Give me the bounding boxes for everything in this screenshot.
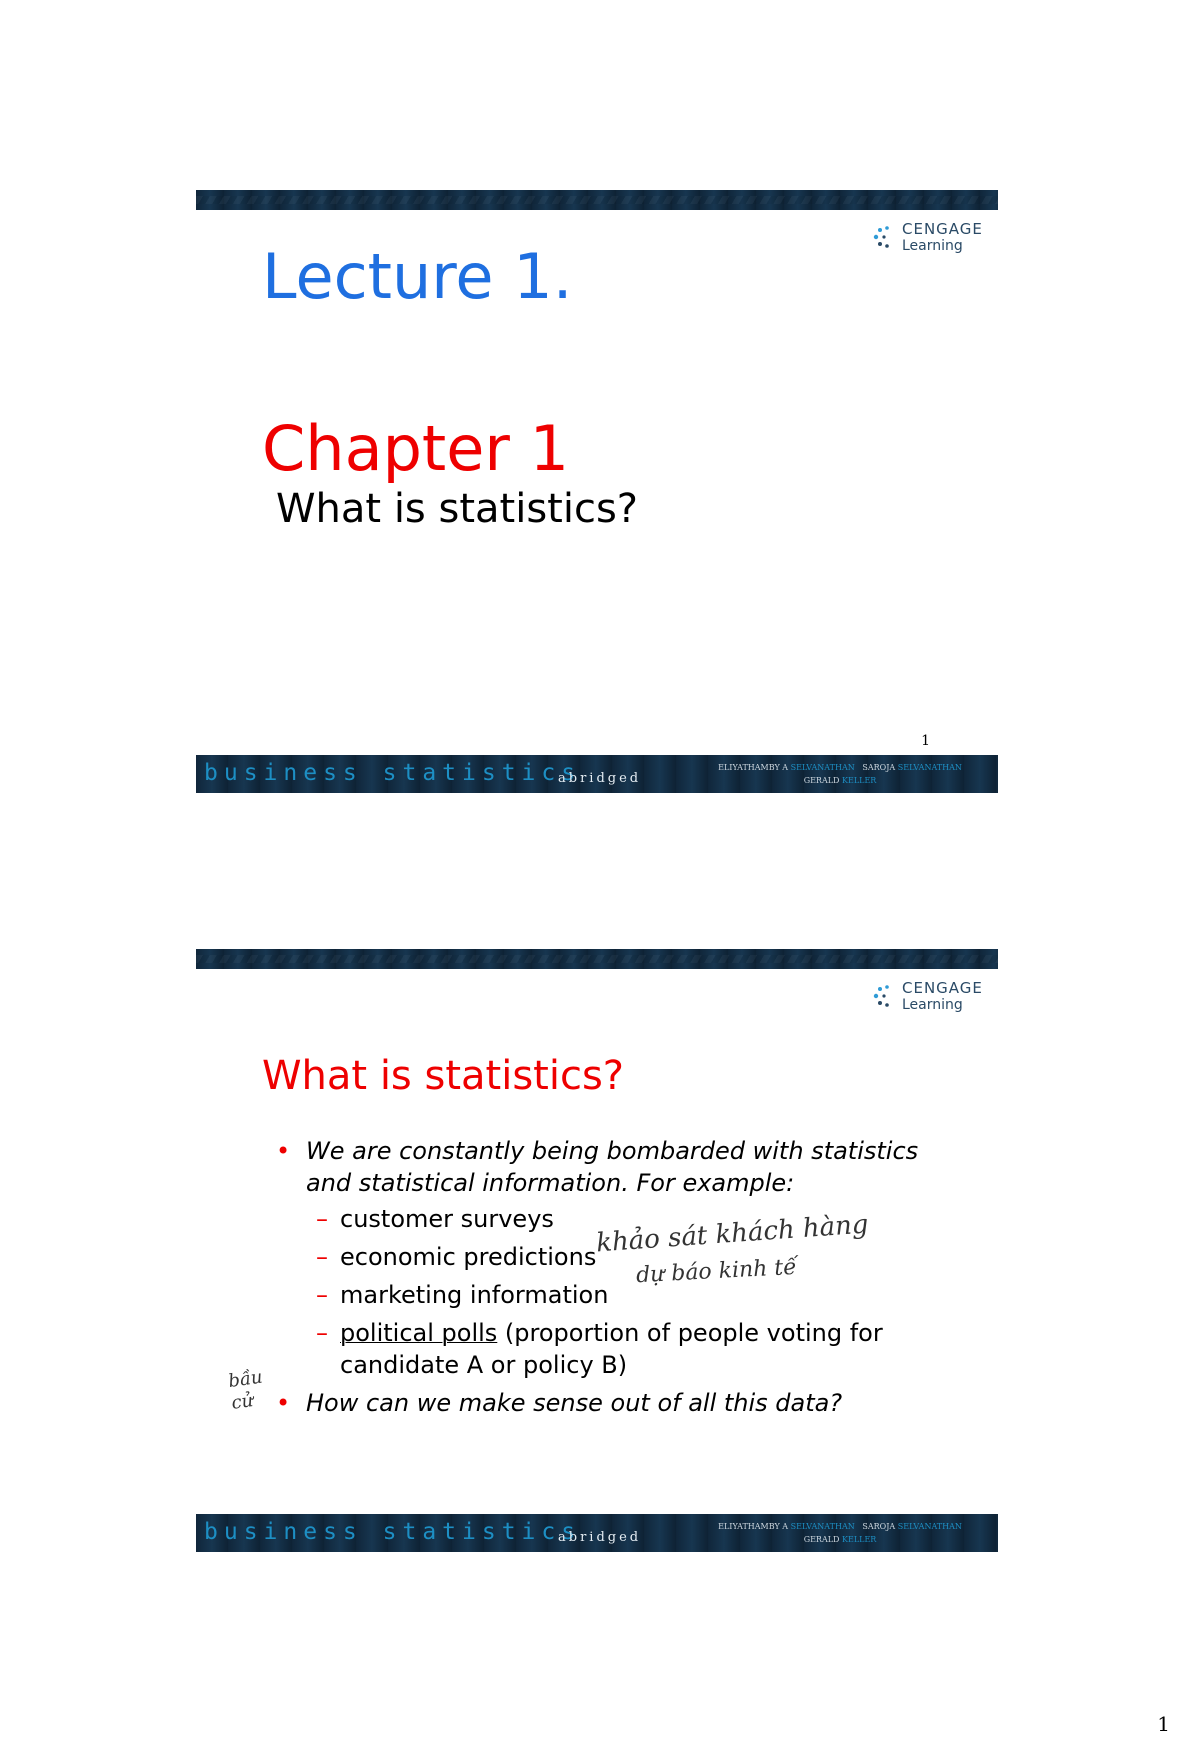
sub-text: marketing information xyxy=(340,1281,609,1309)
logo-sub: Learning xyxy=(902,997,963,1013)
sub-dash: – xyxy=(316,1281,328,1309)
bullet-text: We are constantly being bombarded with statistics and statistical information. For example: xyxy=(306,1137,919,1197)
slide-footer-bar xyxy=(196,755,998,793)
author-3-last: KELLER xyxy=(842,776,877,785)
bullet-item xyxy=(262,1135,962,1381)
sub-item xyxy=(306,1279,962,1311)
cengage-logo xyxy=(870,218,990,258)
sub-dash: – xyxy=(316,1205,328,1233)
sub-dash: – xyxy=(316,1243,328,1271)
lecture-title: Lecture 1. xyxy=(262,240,573,313)
bullet-dot: • xyxy=(276,1137,291,1165)
author-3-last: KELLER xyxy=(842,1535,877,1544)
slide-2 xyxy=(196,949,998,1552)
page-number: 1 xyxy=(1157,1712,1170,1736)
author-1-first: ELIYATHAMBY A xyxy=(718,763,789,772)
footer-series: business statistics xyxy=(204,1519,582,1545)
author-1-last: SELVANATHAN xyxy=(790,1522,855,1531)
bullet-item xyxy=(262,1387,962,1419)
sub-text: economic predictions xyxy=(340,1243,597,1271)
sub-item xyxy=(306,1317,962,1381)
cengage-logo-icon xyxy=(870,983,896,1009)
slide-title: What is statistics? xyxy=(262,1053,625,1099)
handwritten-note: khảo sát khách hàng xyxy=(595,1209,870,1259)
author-2-first: SAROJA xyxy=(862,763,896,772)
sub-text-underlined: political polls xyxy=(340,1319,498,1347)
logo-sub: Learning xyxy=(902,238,963,254)
author-2-first: SAROJA xyxy=(862,1522,896,1531)
footer-edition: abridged xyxy=(558,771,642,786)
author-1-last: SELVANATHAN xyxy=(790,763,855,772)
slide-number: 1 xyxy=(921,733,930,749)
handwritten-note: dự báo kinh tế xyxy=(635,1254,798,1289)
chapter-subtitle: What is statistics? xyxy=(276,486,639,532)
footer-series: business statistics xyxy=(204,760,582,786)
slide-top-bar xyxy=(196,949,998,969)
slide-top-bar xyxy=(196,190,998,210)
bullet-dot: • xyxy=(276,1389,291,1417)
cengage-logo-icon xyxy=(870,224,896,250)
author-2-last: SELVANATHAN xyxy=(897,763,962,772)
author-3-first: GERALD xyxy=(803,776,840,785)
author-3-first: GERALD xyxy=(803,1535,840,1544)
slide-1 xyxy=(196,190,998,793)
author-1-first: ELIYATHAMBY A xyxy=(718,1522,789,1531)
handwritten-note: bầu cử xyxy=(227,1366,264,1414)
sub-dash: – xyxy=(316,1319,328,1347)
logo-name: CENGAGE xyxy=(902,979,983,997)
cengage-logo xyxy=(870,977,990,1017)
bullet-list xyxy=(262,1135,962,1419)
footer-authors xyxy=(690,761,990,787)
sub-text: customer surveys xyxy=(340,1205,554,1233)
author-2-last: SELVANATHAN xyxy=(897,1522,962,1531)
slide-footer-bar xyxy=(196,1514,998,1552)
footer-authors xyxy=(690,1520,990,1546)
chapter-title: Chapter 1 xyxy=(262,412,570,485)
bullet-text: How can we make sense out of all this data? xyxy=(306,1389,843,1417)
footer-edition: abridged xyxy=(558,1530,642,1545)
sub-text: (proportion of people voting for candidate A or policy B) xyxy=(340,1319,883,1379)
logo-name: CENGAGE xyxy=(902,220,983,238)
